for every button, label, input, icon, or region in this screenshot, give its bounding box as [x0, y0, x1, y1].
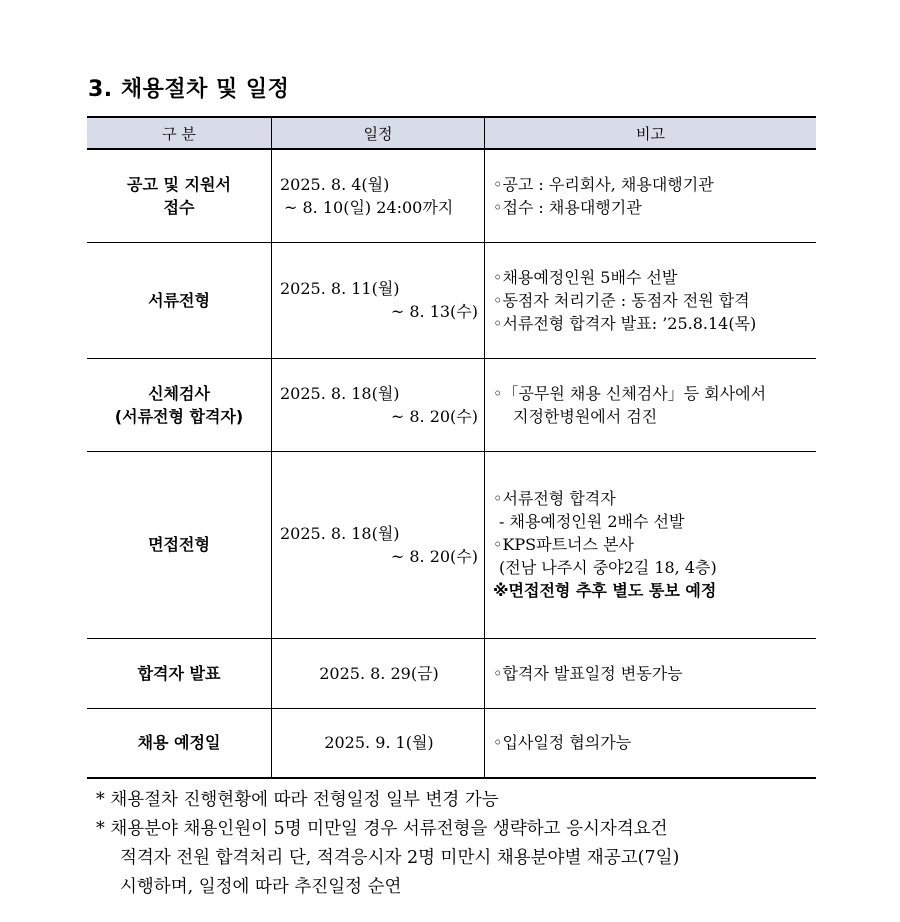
category-line: 신체검사	[148, 383, 210, 403]
schedule-line: 2025. 9. 1(월)	[324, 733, 434, 753]
category-line: 접수	[163, 197, 195, 217]
table-row	[87, 149, 816, 242]
footnote: * 채용절차 진행현황에 따라 전형일정 일부 변경 가능	[96, 790, 499, 810]
category-line: (서류전형 합격자)	[114, 406, 244, 426]
row-remarks	[485, 358, 817, 451]
header-category: 구 분	[87, 117, 272, 149]
row-category	[87, 708, 272, 778]
row-remarks	[485, 149, 817, 242]
row-schedule	[272, 358, 485, 451]
footnotes	[96, 786, 679, 902]
schedule-line: 2025. 8. 11(월)	[280, 279, 400, 298]
remark-line: ◦서류전형 합격자 발표: ’25.8.14(목)	[493, 313, 757, 333]
schedule-line: ~ 8. 10(일) 24:00까지	[284, 197, 454, 217]
remark-line: ◦입사일정 협의가능	[493, 733, 632, 753]
schedule-line: 2025. 8. 18(월)	[280, 523, 400, 543]
row-schedule	[272, 708, 485, 778]
table-row	[87, 451, 816, 638]
category-line: 채용 예정일	[137, 733, 221, 753]
remark-line: 지정한병원에서 검진	[513, 406, 658, 426]
row-schedule	[272, 451, 485, 638]
section-heading: 3. 채용절차 및 일정	[88, 77, 290, 102]
row-category	[87, 358, 272, 451]
category-line: 서류전형	[148, 290, 210, 310]
header-remarks: 비고	[485, 117, 817, 149]
schedule-line: ~ 8. 20(수)	[390, 406, 478, 426]
row-category	[87, 451, 272, 638]
row-schedule	[272, 638, 485, 708]
remark-line: ◦접수 : 채용대행기관	[493, 197, 642, 217]
interview-notice: ※면접전형 추후 별도 통보 예정	[493, 581, 717, 600]
header-schedule: 일정	[272, 117, 485, 149]
row-category	[87, 149, 272, 242]
schedule-table	[87, 116, 816, 779]
table-row	[87, 242, 816, 358]
table-header-row	[87, 117, 816, 149]
category-line: 합격자 발표	[137, 663, 221, 683]
table-row	[87, 708, 816, 778]
row-remarks	[485, 242, 817, 358]
remark-line: ◦「공무원 채용 신체검사」등 회사에서	[493, 383, 767, 403]
row-schedule	[272, 149, 485, 242]
row-category	[87, 242, 272, 358]
row-remarks	[485, 451, 817, 638]
remark-line: ◦채용예정인원 5배수 선발	[493, 267, 678, 287]
schedule-line: ~ 8. 13(수)	[390, 302, 478, 321]
schedule-line: 2025. 8. 29(금)	[319, 663, 439, 683]
remark-line: ◦합격자 발표일정 변동가능	[493, 663, 683, 683]
remark-line: ◦동점자 처리기준 : 동점자 전원 합격	[493, 290, 750, 310]
remark-line: ◦KPS파트너스 본사	[493, 535, 634, 554]
remark-line: ◦공고 : 우리회사, 채용대행기관	[493, 174, 714, 194]
schedule-line: 2025. 8. 18(월)	[280, 383, 400, 403]
remark-line: ◦서류전형 합격자	[493, 489, 616, 508]
footnote: * 채용분야 채용인원이 5명 미만일 경우 서류전형을 생략하고 응시자격요건	[96, 819, 668, 839]
row-remarks	[485, 708, 817, 778]
row-category	[87, 638, 272, 708]
table-row	[87, 358, 816, 451]
table-row	[87, 638, 816, 708]
category-line: 공고 및 지원서	[127, 174, 231, 194]
footnote-continuation: 시행하며, 일정에 따라 추진일정 순연	[120, 877, 402, 897]
schedule-line: ~ 8. 20(수)	[390, 546, 478, 566]
row-schedule	[272, 242, 485, 358]
footnote-continuation: 적격자 전원 합격처리 단, 적격응시자 2명 미만시 채용분야별 재공고(7일)	[120, 848, 680, 868]
category-line: 면접전형	[148, 535, 210, 554]
schedule-line: 2025. 8. 4(월)	[280, 174, 390, 194]
remark-line: (전남 나주시 중야2길 18, 4층)	[499, 558, 717, 577]
remark-line: - 채용예정인원 2배수 선발	[499, 512, 685, 531]
row-remarks	[485, 638, 817, 708]
